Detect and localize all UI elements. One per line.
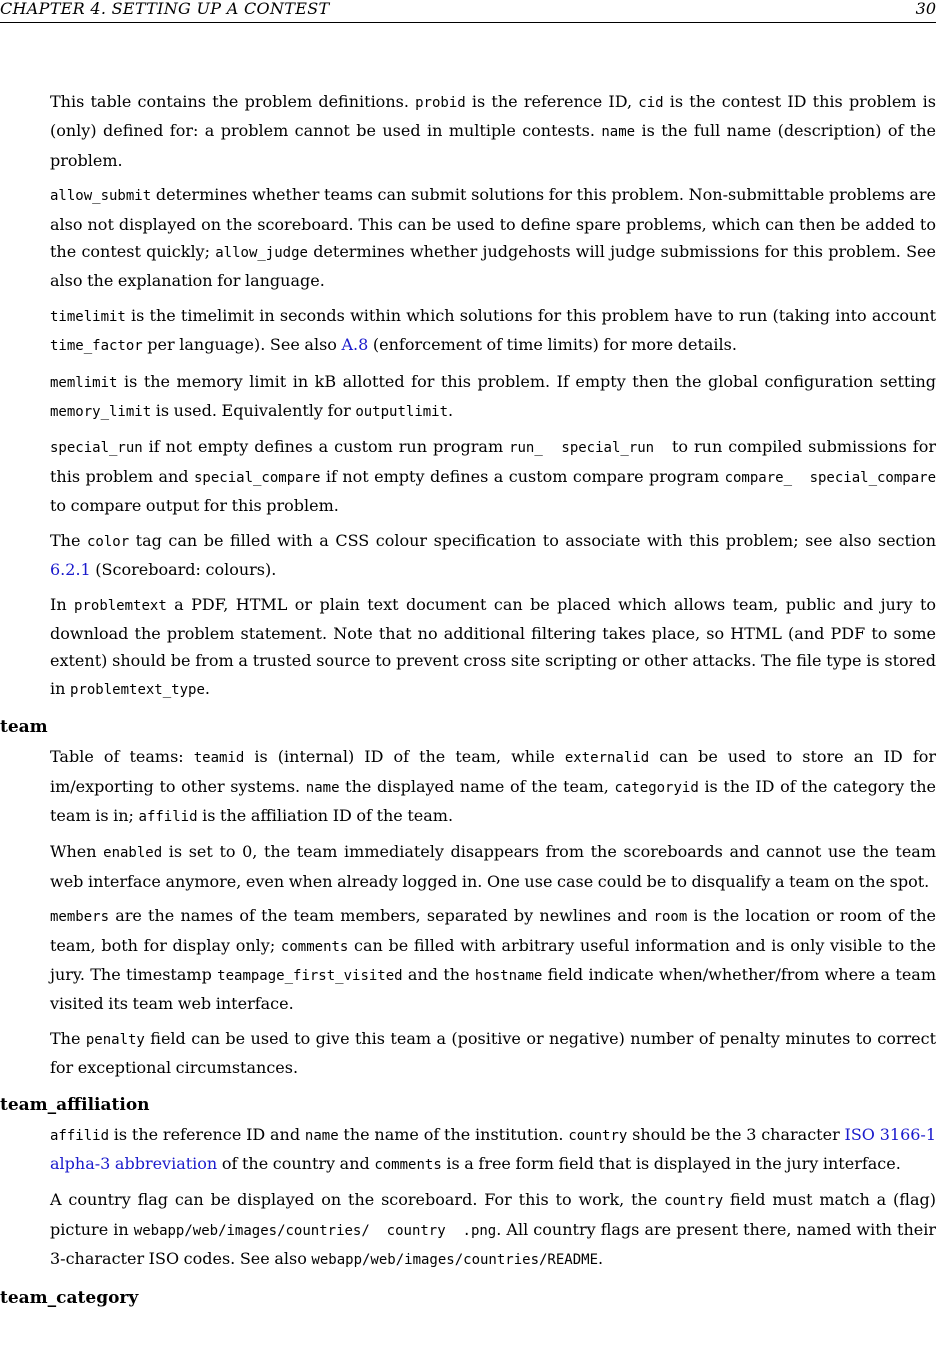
code-name: name <box>601 124 636 141</box>
text: is set to 0, the team immediately disappears from the scoreboards and cannot use the team web interface anymore, even when already logged in. One use case could be to disqualify a team on the spot. <box>50 842 936 891</box>
text: a PDF, HTML or plain text document can be placed which allows team, public and jury to download the problem statement. Note that no additional filtering takes place, so HTML (and PDF to some extent) should be from a trusted source to prevent cross site scripting or other attacks. The file type is stored in <box>50 594 936 698</box>
chapter-title: CHAPTER 4. SETTING UP A CONTEST <box>0 0 330 18</box>
text: is the reference ID, <box>465 92 639 111</box>
text: can be filled with arbitrary useful information and is only visible to the jury. The timestamp <box>50 935 936 984</box>
text: is (internal) ID of the team, while <box>244 747 565 767</box>
problem-definitions-paragraph <box>50 88 936 174</box>
code-memory-limit: memory_limit <box>50 404 152 421</box>
code-memlimit: memlimit <box>50 374 118 391</box>
text: is used. Equivalently for <box>151 401 356 421</box>
team-enabled-paragraph <box>50 838 936 895</box>
code-flag-path: webapp/web/images/countries/ country .png <box>133 1222 497 1239</box>
page-body <box>0 88 936 1314</box>
code-timelimit: timelimit <box>50 308 126 325</box>
section-heading-team: team <box>0 717 48 738</box>
text: per language). See also <box>142 335 342 355</box>
text: is the timelimit in seconds within which solutions for this problem have to run (taking into account <box>125 305 936 325</box>
team-penalty-paragraph <box>50 1025 936 1082</box>
text: can be used to store an ID for im/exporting to other systems. <box>50 747 936 796</box>
text: is the affiliation ID of the team. <box>197 805 454 825</box>
section-link-6-2-1[interactable]: 6.2.1 <box>50 560 91 580</box>
problemtext-paragraph <box>50 591 936 705</box>
code-compare-special-compare: compare_ special_compare <box>724 469 936 486</box>
code-members: members <box>50 909 110 926</box>
text: and the <box>402 964 475 984</box>
page-number: 30 <box>915 0 936 18</box>
text: if not empty defines a custom run program <box>142 437 510 457</box>
text: . <box>448 401 454 421</box>
text: A country flag can be displayed on the scoreboard. For this to work, the <box>50 1190 665 1210</box>
code-name: name <box>304 1127 339 1144</box>
team-members-paragraph <box>50 902 936 1018</box>
code-problemtext-type: problemtext_type <box>70 681 205 698</box>
text: In <box>50 594 75 614</box>
text: to compare output for this problem. <box>50 496 339 516</box>
code-affilid: affilid <box>50 1127 110 1144</box>
allow-submit-paragraph <box>50 181 936 295</box>
text: field must match a (flag) picture in <box>50 1190 936 1239</box>
special-run-paragraph <box>50 433 936 519</box>
code-outputlimit: outputlimit <box>355 404 449 421</box>
text: the name of the institution. <box>338 1124 569 1144</box>
text: is the full name (description) of the problem. <box>50 121 936 170</box>
code-name: name <box>305 779 340 796</box>
code-hostname: hostname <box>474 967 543 984</box>
code-readme-path: webapp/web/images/countries/README <box>311 1252 598 1269</box>
code-penalty: penalty <box>85 1031 145 1048</box>
text: is the reference ID and <box>109 1124 305 1144</box>
code-comments: comments <box>374 1157 442 1173</box>
code-teampage-first-visited: teampage_first_visited <box>217 967 403 984</box>
timelimit-paragraph <box>50 302 936 361</box>
text: determines whether judgehosts will judge submissions for this problem. See also the explanation for language. <box>50 242 936 291</box>
code-categoryid: categoryid <box>614 779 699 796</box>
code-teamid: teamid <box>193 750 245 767</box>
section-heading-team-affiliation: team_affiliation <box>0 1094 150 1115</box>
code-country: country <box>568 1127 628 1144</box>
text: if not empty defines a custom compare program <box>320 466 725 486</box>
code-allow-submit: allow_submit <box>50 188 152 205</box>
code-enabled: enabled <box>103 845 163 862</box>
text: to run compiled submissions for this problem and <box>50 437 936 486</box>
text: This table contains the problem definitions. <box>50 92 416 111</box>
page-header <box>0 0 936 23</box>
code-color: color <box>86 533 130 550</box>
code-special-compare: special_compare <box>194 469 321 486</box>
text: The <box>50 1028 86 1048</box>
code-externalid: externalid <box>564 750 650 767</box>
section-heading-team-category: team_category <box>0 1287 139 1308</box>
text: is the memory limit in kB allotted for this problem. If empty then the global configuration setting <box>117 371 936 391</box>
text: tag can be filled with a CSS colour specification to associate with this problem; see also section <box>129 530 936 550</box>
memlimit-paragraph <box>50 368 936 427</box>
code-problemtext: problemtext <box>74 597 167 614</box>
text: (enforcement of time limits) for more details. <box>368 335 737 355</box>
code-cid: cid <box>638 95 664 111</box>
text: The <box>50 530 87 550</box>
team-table-paragraph <box>50 743 936 831</box>
text: should be the 3 character <box>627 1124 845 1144</box>
text: . All country flags are present there, named with their 3-character ISO codes. See also <box>50 1219 936 1269</box>
text: field indicate when/whether/from where a team visited its team web interface. <box>50 964 936 1014</box>
affiliation-paragraph <box>50 1121 936 1180</box>
code-comments: comments <box>280 938 349 955</box>
section-link-a8[interactable]: A.8 <box>341 335 369 355</box>
code-room: room <box>653 909 688 926</box>
text: (Scoreboard: colours). <box>90 560 277 580</box>
text: . <box>204 678 210 698</box>
color-paragraph <box>50 527 936 584</box>
text: field can be used to give this team a (positive or negative) number of penalty minutes to correct for exceptional circumstances. <box>50 1028 936 1078</box>
text: are the names of the team members, separated by newlines and <box>109 906 654 926</box>
code-affilid: affilid <box>138 808 198 825</box>
iso-3166-link[interactable]: ISO 3166-1 alpha-3 abbreviation <box>50 1124 936 1173</box>
text: is a free form field that is displayed in the jury interface. <box>441 1154 901 1173</box>
code-time-factor: time_factor <box>50 338 143 355</box>
text: is the ID of the category the team is in; <box>50 776 936 825</box>
text: Table of teams: <box>50 747 194 767</box>
code-allow-judge: allow_judge <box>215 245 308 262</box>
text: is the location or room of the team, both for display only; <box>50 906 936 955</box>
text: When <box>50 842 104 862</box>
code-special-run: special_run <box>50 440 143 457</box>
code-run-special-run: run_ special_run <box>509 440 655 457</box>
code-probid: probid <box>415 95 466 111</box>
text: . <box>598 1249 604 1269</box>
text: is the contest ID this problem is (only) defined for: a problem cannot be used in multiple contests. <box>50 92 936 141</box>
code-country: country <box>664 1193 724 1210</box>
text: determines whether teams can submit solutions for this problem. Non-submittable problems are also not displayed on the scoreboard. This can be used to define spare problems, which can then be added to the contest quickly; <box>50 185 936 262</box>
text: the displayed name of the team, <box>339 776 615 796</box>
country-flag-paragraph <box>50 1186 936 1274</box>
text: of the country and <box>217 1154 375 1173</box>
